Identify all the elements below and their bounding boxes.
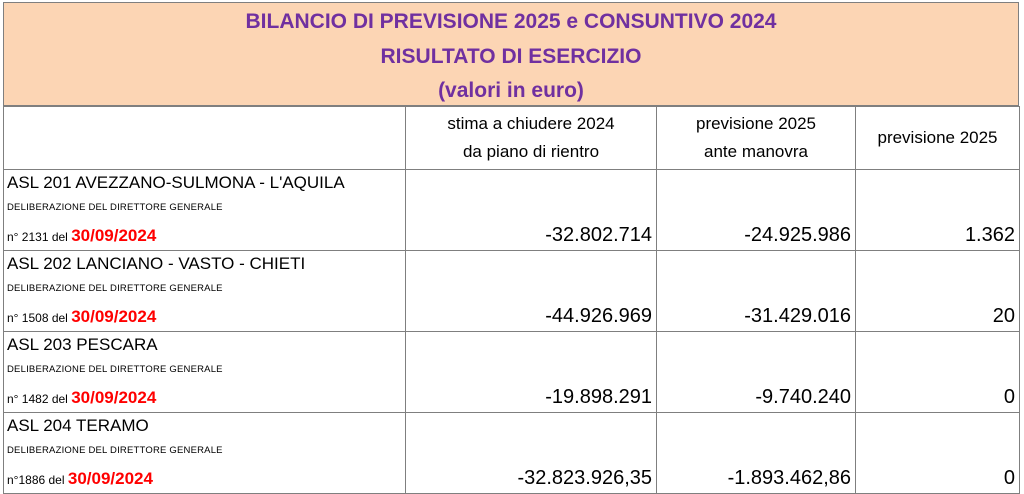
deliberation-label: DELIBERAZIONE DEL DIRETTORE GENERALE (7, 445, 223, 456)
header-previsione-2025-label: previsione 2025 (877, 128, 998, 147)
title-band[interactable] (3, 2, 1019, 106)
deliberation-ref (7, 226, 156, 246)
asl-cell[interactable] (4, 170, 406, 251)
previsione-ante-cell[interactable]: -24.925.986 (657, 170, 856, 251)
deliberation-ref (7, 307, 156, 327)
deliberation-ref (7, 469, 153, 489)
asl-name: ASL 204 TERAMO (7, 416, 149, 435)
table-row (4, 170, 1020, 251)
asl-name: ASL 202 LANCIANO - VASTO - CHIETI (7, 254, 306, 273)
deliberation-label: DELIBERAZIONE DEL DIRETTORE GENERALE (7, 283, 223, 294)
asl-cell[interactable] (4, 251, 406, 332)
results-table (3, 106, 1020, 494)
header-stima-line-1: stima a chiudere 2024 (447, 114, 615, 133)
deliberation-ref (7, 388, 156, 408)
deliberation-date: 30/09/2024 (71, 307, 157, 326)
previsione-ante-cell[interactable]: -1.893.462,86 (657, 413, 856, 494)
header-row (4, 107, 1020, 170)
previsione-ante-cell[interactable]: -9.740.240 (657, 332, 856, 413)
header-ante-line-2: ante manovra (704, 142, 808, 161)
header-ante-line-1: previsione 2025 (695, 114, 817, 133)
previsione-2025-cell[interactable]: 20 (856, 251, 1020, 332)
header-cell-previsione-2025[interactable] (856, 107, 1020, 170)
stima-2024-cell[interactable]: -19.898.291 (406, 332, 657, 413)
header-cell-previsione-ante[interactable] (657, 107, 856, 170)
deliberation-number: n° 1482 del (7, 392, 72, 406)
deliberation-number: n° 1508 del (7, 311, 72, 325)
table-row (4, 332, 1020, 413)
header-stima-line-2: da piano di rientro (462, 142, 600, 161)
stima-2024-cell[interactable]: -32.823.926,35 (406, 413, 657, 494)
asl-cell[interactable] (4, 332, 406, 413)
deliberation-number: n° 2131 del (7, 230, 72, 244)
stima-2024-cell[interactable]: -44.926.969 (406, 251, 657, 332)
asl-cell[interactable] (4, 413, 406, 494)
deliberation-number: n°1886 del (7, 473, 68, 487)
deliberation-label: DELIBERAZIONE DEL DIRETTORE GENERALE (7, 364, 223, 375)
deliberation-label: DELIBERAZIONE DEL DIRETTORE GENERALE (7, 202, 223, 213)
asl-name: ASL 201 AVEZZANO-SULMONA - L'AQUILA (7, 173, 345, 192)
previsione-2025-cell[interactable]: 0 (856, 413, 1020, 494)
table-row (4, 413, 1020, 494)
previsione-2025-cell[interactable]: 0 (856, 332, 1020, 413)
title-line-3: (valori in euro) (438, 79, 584, 102)
header-cell-blank[interactable] (4, 107, 406, 170)
asl-name: ASL 203 PESCARA (7, 335, 158, 354)
previsione-2025-cell[interactable]: 1.362 (856, 170, 1020, 251)
deliberation-date: 30/09/2024 (67, 469, 153, 488)
stima-2024-cell[interactable]: -32.802.714 (406, 170, 657, 251)
previsione-ante-cell[interactable]: -31.429.016 (657, 251, 856, 332)
deliberation-date: 30/09/2024 (71, 388, 157, 407)
title-line-1: BILANCIO DI PREVISIONE 2025 e CONSUNTIVO 2024 (245, 10, 777, 33)
title-line-2: RISULTATO DI ESERCIZIO (380, 45, 642, 68)
table-row (4, 251, 1020, 332)
deliberation-date: 30/09/2024 (71, 226, 157, 245)
header-cell-stima-2024[interactable] (406, 107, 657, 170)
